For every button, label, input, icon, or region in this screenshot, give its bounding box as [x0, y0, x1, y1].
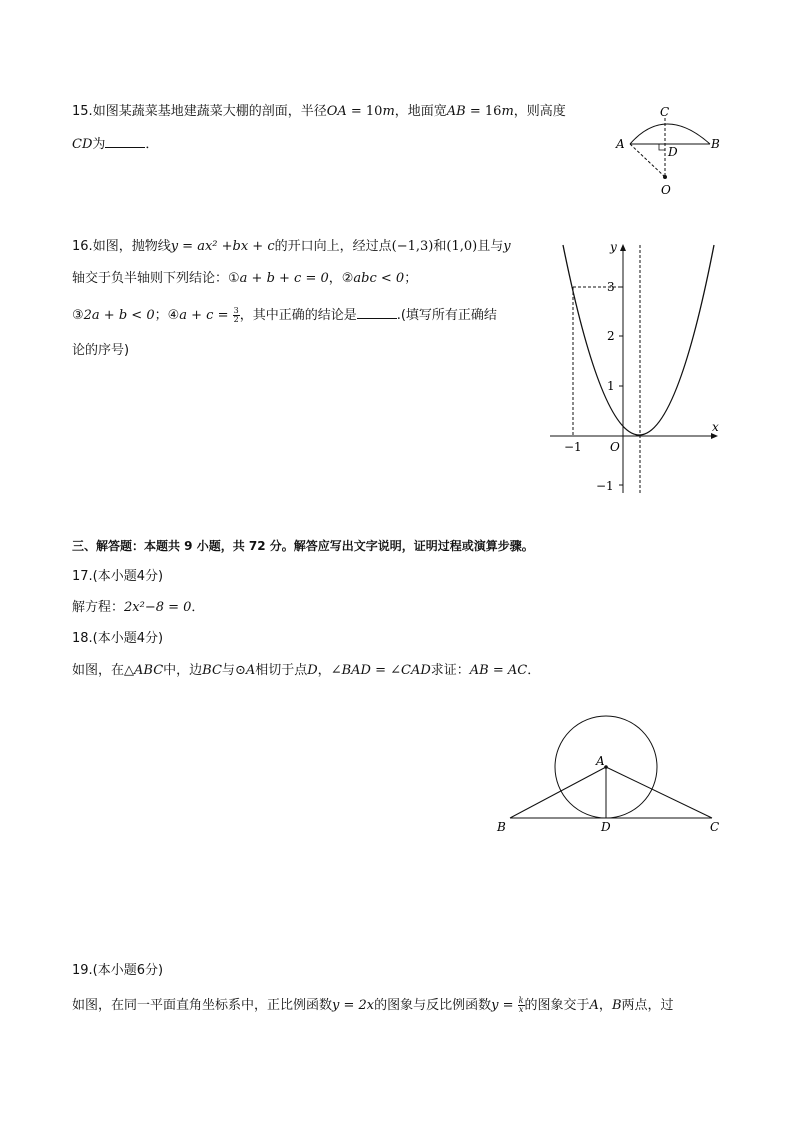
q19-frac-num: k	[518, 996, 524, 1005]
q17-text: 解方程：	[72, 600, 125, 615]
graph-tick-1: 1	[607, 379, 615, 393]
q19-func2: y =	[491, 998, 518, 1013]
q15-figure	[610, 102, 730, 202]
q18-t3: 与	[221, 663, 235, 678]
q16-text7: ③	[72, 308, 84, 323]
q19-t4: ，	[598, 998, 612, 1013]
q17-end: ．	[191, 600, 205, 615]
q15-text: 如图某蔬菜基地建蔬菜大棚的剖面，半径	[92, 104, 327, 119]
graph-origin-label: O	[610, 440, 620, 454]
q15-label-d: D	[668, 145, 678, 159]
q18-label-a: A	[596, 754, 605, 768]
q19-t3: 的图象交于	[524, 998, 590, 1013]
q15-cd: CD	[72, 137, 93, 152]
q16-text2: 的开口向上，经过点	[274, 239, 392, 254]
q16-frac-den: 2	[233, 315, 239, 324]
q19-func1: y = 2x	[332, 998, 375, 1013]
q15-eq1: = 10	[346, 104, 383, 119]
graph-tick-3: 3	[607, 280, 615, 294]
parabola-curve	[563, 245, 714, 435]
q17-equation: 2x²−8 = 0	[124, 600, 192, 615]
q16-conclusion3: 2a + b < 0	[83, 308, 155, 323]
q15-line2	[72, 135, 158, 154]
q16-text10: .(填写所有正确结	[396, 308, 497, 323]
q16-line1	[72, 238, 511, 256]
q15-unit2: m	[501, 104, 514, 119]
graph-tick-neg1-x: −1	[564, 440, 582, 454]
q16-fraction	[233, 307, 240, 324]
q16-answer-blank	[357, 306, 397, 319]
q19-b: B	[611, 998, 622, 1013]
graph-y-label: y	[610, 240, 617, 254]
q16-line3	[72, 306, 497, 325]
q16-point2: (1,0)	[446, 239, 478, 254]
q16-text4: 轴交于负半轴则下列结论：①	[72, 271, 240, 286]
q16-graph	[540, 235, 740, 505]
q18-angles: ∠BAD = ∠CAD	[330, 663, 431, 678]
q16-text9: ，其中正确的结论是	[239, 308, 357, 323]
q18-t4: 相切于点	[255, 663, 308, 678]
q15-eq2: = 16	[465, 104, 502, 119]
q15-oa: OA	[326, 104, 347, 119]
q19-t2: 的图象与反比例函数	[374, 998, 492, 1013]
q18-d: D	[307, 663, 318, 678]
q16-y: y	[503, 239, 511, 254]
q15-text3: ，则高度	[513, 104, 566, 119]
q18-label-c: C	[710, 820, 720, 834]
q16-conclusion1: a + b + c = 0	[239, 271, 329, 286]
q19-t5: 两点，过	[621, 998, 674, 1013]
q16-text11: 论的序号)	[72, 343, 130, 358]
q16-text8: ；④	[154, 308, 180, 323]
q15-answer-blank	[105, 135, 145, 148]
section-3-heading: 三、解答题：本题共 9 小题，共 72 分。解答应写出文字说明，证明过程或演算步骤。	[72, 539, 534, 553]
q15-number: 15.	[72, 104, 93, 119]
q19-a: A	[589, 998, 599, 1013]
q16-text6: ；	[404, 271, 418, 286]
q16-conclusion4: a + c =	[179, 308, 233, 323]
q19-frac-den: x	[518, 1005, 524, 1014]
q18-conclusion: AB = AC	[469, 663, 528, 678]
q16-frac-num: 3	[233, 306, 239, 315]
q16-line2	[72, 270, 417, 288]
q16-and: 和	[433, 239, 447, 254]
q19-line	[72, 997, 674, 1015]
q15-label-b: B	[711, 137, 720, 151]
q17-line	[72, 599, 204, 617]
q18-label-b: B	[497, 820, 506, 834]
q15-text2: ，地面宽	[394, 104, 447, 119]
q15-unit1: m	[382, 104, 395, 119]
q15-end: ．	[145, 137, 159, 152]
q19-t1: 如图，在同一平面直角坐标系中，正比例函数	[72, 998, 333, 1013]
graph-x-label: x	[712, 420, 719, 434]
q18-t5: ，	[317, 663, 331, 678]
graph-tick-neg1-y: −1	[596, 479, 614, 493]
q18-heading: 18.(本小题4分)	[72, 631, 164, 646]
q19-heading: 19.(本小题6分)	[72, 963, 164, 978]
q16-text3: 且与	[477, 239, 504, 254]
q16-text1: 如图，抛物线	[92, 239, 171, 254]
q17-heading: 17.(本小题4分)	[72, 569, 164, 584]
q18-t6: 求证：	[430, 663, 470, 678]
q19-fraction	[518, 997, 525, 1014]
q16-conclusion2: abc < 0	[353, 271, 405, 286]
q16-number: 16.	[72, 239, 93, 254]
q18-triangle: △ABC	[124, 663, 164, 678]
q18-t2: 中，边	[163, 663, 203, 678]
q18-bc: BC	[202, 663, 222, 678]
q15-label-a: A	[616, 137, 625, 151]
q18-t1: 如图，在	[72, 663, 125, 678]
q18-label-d: D	[601, 820, 611, 834]
q15-text4: 为	[92, 137, 106, 152]
q18-figure	[492, 710, 732, 845]
q18-line	[72, 662, 540, 680]
q16-parabola-eqn: y = ax² +bx + c	[170, 239, 275, 254]
q16-text5: ，②	[328, 271, 354, 286]
q18-end: ．	[527, 663, 541, 678]
q15-line1	[72, 103, 566, 121]
q16-point1: (−1,3)	[391, 239, 434, 254]
q15-label-o: O	[661, 183, 671, 197]
q16-line4	[72, 342, 129, 360]
graph-tick-2: 2	[607, 329, 615, 343]
q15-ab: AB	[446, 104, 466, 119]
q18-circle: ⊙A	[234, 663, 256, 678]
q15-label-c: C	[660, 105, 670, 119]
